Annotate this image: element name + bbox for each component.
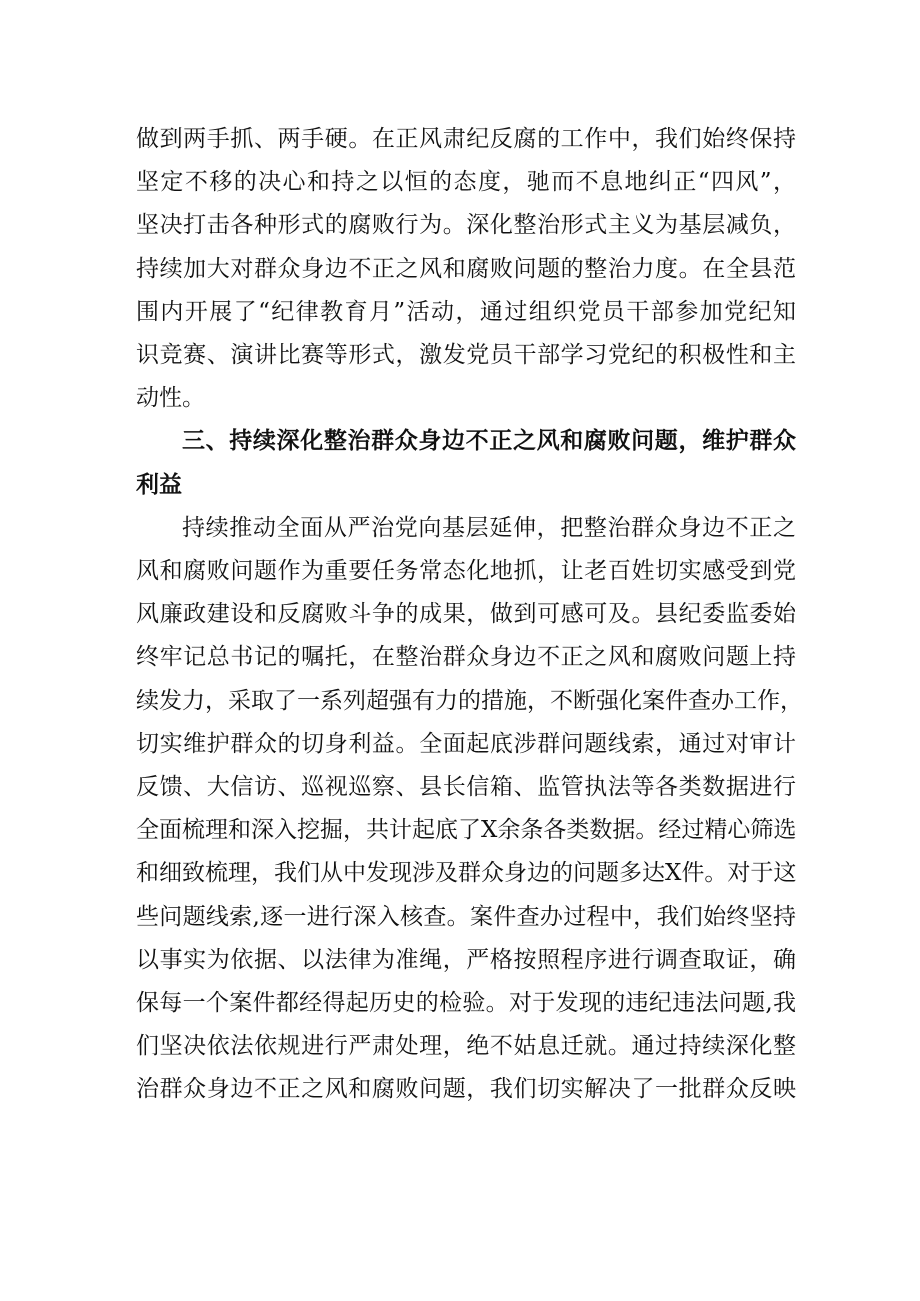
paragraph-line: 全面梳理和深入挖掘，共计起底了X余条各类数据。经过精心筛选 — [136, 817, 797, 844]
paragraph-line: 以事实为依据、以法律为准绳，严格按照程序进行调查取证，确 — [136, 946, 796, 973]
paragraph-line: 识竞赛、演讲比赛等形式，激发党员干部学习党纪的积极性和主 — [136, 342, 796, 369]
paragraph-line: 保每一个案件都经得起历史的检验。对于发现的违纪违法问题,我 — [136, 990, 796, 1017]
paragraph-line: 风廉政建设和反腐败斗争的成果，做到可感可及。县纪委监委始 — [136, 601, 796, 628]
paragraph-line: 切实维护群众的切身利益。全面起底涉群问题线索，通过对审计 — [136, 730, 796, 757]
paragraph-line: 坚定不移的决心和持之以恒的态度，驰而不息地纠正“四风”， — [136, 169, 796, 196]
paragraph-line: 动性。 — [136, 385, 205, 412]
paragraph-line: 风和腐败问题作为重要任务常态化地抓，让老百姓切实感受到党 — [136, 558, 796, 585]
section-heading-line: 三、持续深化整治群众身边不正之风和腐败问题，维护群众 — [182, 428, 796, 455]
paragraph-line: 坚决打击各种形式的腐败行为。深化整治形式主义为基层减负， — [136, 212, 796, 239]
paragraph-line: 持续推动全面从严治党向基层延伸，把整治群众身边不正之 — [182, 514, 796, 541]
section-heading-line: 利益 — [136, 471, 182, 498]
paragraph-2 — [136, 507, 803, 1112]
paragraph-line: 和细致梳理，我们从中发现涉及群众身边的问题多达X件。对于这 — [136, 860, 797, 887]
paragraph-line: 终牢记总书记的嘱托，在整治群众身边不正之风和腐败问题上持 — [136, 644, 796, 671]
paragraph-line: 围内开展了“纪律教育月”活动，通过组织党员干部参加党纪知 — [136, 298, 796, 325]
paragraph-line: 些问题线索,逐一进行深入核查。案件查办过程中，我们始终坚持 — [136, 903, 796, 930]
paragraph-line: 做到两手抓、两手硬。在正风肃纪反腐的工作中，我们始终保持 — [136, 126, 796, 152]
paragraph-line: 们坚决依法依规进行严肃处理，绝不姑息迁就。通过持续深化整 — [136, 1033, 796, 1060]
paragraph-line: 持续加大对群众身边不正之风和腐败问题的整治力度。在全县范 — [136, 255, 796, 282]
paragraph-line: 续发力，采取了一系列超强有力的措施，不断强化案件查办工作， — [136, 687, 803, 714]
paragraph-1 — [136, 118, 796, 420]
paragraph-line: 反馈、大信访、巡视巡察、县长信箱、监管执法等各类数据进行 — [136, 774, 796, 801]
document-body — [136, 118, 803, 1112]
paragraph-line: 治群众身边不正之风和腐败问题，我们切实解决了一批群众反映 — [136, 1076, 796, 1103]
section-heading — [136, 420, 796, 506]
